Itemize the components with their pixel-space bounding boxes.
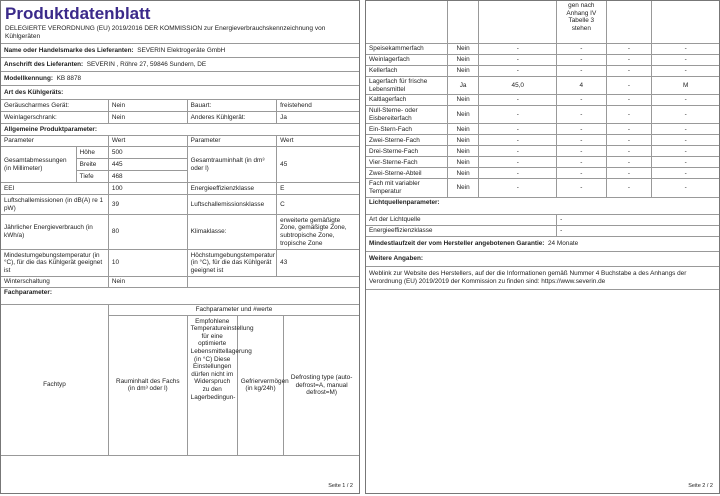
type-value: freistehend — [277, 100, 359, 112]
empty-cell — [447, 1, 479, 44]
compartment-row — [366, 44, 719, 55]
param-value: 10 — [108, 250, 187, 277]
compartment-freeze: - — [606, 55, 652, 66]
compartment-volume: - — [479, 66, 557, 77]
compartment-name: Drei-Sterne-Fach — [366, 146, 447, 157]
param-value: 100 — [108, 183, 187, 195]
compartment-name: Speisekammerfach — [366, 44, 447, 55]
compartment-freeze: - — [606, 66, 652, 77]
compartment-defrost: - — [652, 66, 719, 77]
compartment-freeze: - — [606, 77, 652, 95]
page-title: Produktdatenblatt — [5, 4, 151, 23]
param-label: Luftschallemissionen (in dB(A) re 1 pW) — [1, 195, 108, 215]
compartment-present: Nein — [447, 146, 479, 157]
col-fachtyp: Fachtyp — [1, 315, 108, 456]
supplier-name-label: Name oder Handelsmarke des Lieferanten: — [4, 46, 134, 54]
compartment-temp: - — [557, 66, 606, 77]
type-value: Nein — [108, 100, 187, 112]
compartment-defrost: - — [652, 55, 719, 66]
compartment-volume: - — [479, 157, 557, 168]
compartment-volume: - — [479, 179, 557, 197]
compartment-temp: - — [557, 124, 606, 135]
empty-cell — [366, 1, 447, 44]
compartment-present: Ja — [447, 77, 479, 95]
compartment-defrost: - — [652, 124, 719, 135]
page-number: Seite 1 / 2 — [328, 483, 353, 489]
supplier-address: SEVERIN , Röhre 27, 59846 Sundern, DE — [86, 60, 207, 68]
more-text: Weblink zur Website des Herstellers, auf der die Informationen gemäß Nummer 4 Buchstabe a des Anhangs der Verordnung (EU) 2019/2019 der Kommission zu finden sind: https://www.severin.de — [366, 266, 719, 289]
guarantee-value: 24 Monate — [548, 239, 579, 247]
compartment-row — [366, 106, 719, 124]
type-value: Nein — [108, 112, 187, 124]
compartment-volume: - — [479, 55, 557, 66]
light-type-label: Art der Lichtquelle — [366, 214, 557, 225]
compartment-volume: - — [479, 106, 557, 124]
compartment-name: Fach mit variabler Temperatur — [366, 179, 447, 197]
compartment-present: Nein — [447, 95, 479, 106]
compartment-freeze: - — [606, 95, 652, 106]
compartment-freeze: - — [606, 168, 652, 179]
compartment-row — [366, 157, 719, 168]
compartment-defrost: - — [652, 106, 719, 124]
compartment-name: Zwei-Sterne-Fach — [366, 135, 447, 146]
empty-cell — [479, 1, 557, 44]
compartment-temp: - — [557, 168, 606, 179]
param-label: Mindestumgebungstemperatur (in °C), für die das Kühlgerät geeignet ist — [1, 250, 108, 277]
compartment-name: Vier-Sterne-Fach — [366, 157, 447, 168]
page-number: Seite 2 / 2 — [688, 483, 713, 489]
compartment-defrost: M — [652, 77, 719, 95]
compartment-defrost: - — [652, 157, 719, 168]
compartment-freeze: - — [606, 157, 652, 168]
model-row — [1, 72, 359, 86]
more-header: Weitere Angaben: — [366, 251, 719, 266]
compartment-name: Ein-Stern-Fach — [366, 124, 447, 135]
volume-value: 45 — [277, 147, 359, 183]
param-value: 43 — [277, 250, 359, 277]
type-table — [1, 100, 359, 124]
supplier-name-row — [1, 44, 359, 58]
supplier-address-label: Anschrift des Lieferanten: — [4, 60, 84, 68]
compartment-table — [366, 1, 719, 198]
light-header: Lichtquellenparameter: — [366, 198, 719, 215]
supplier-name: SEVERIN Elektrogeräte GmbH — [137, 46, 226, 54]
col-freeze: Gefriervermögen (in kg/24h) — [237, 315, 284, 456]
empty-cell — [187, 277, 359, 288]
type-label: Bauart: — [187, 100, 277, 112]
compartment-volume: - — [479, 146, 557, 157]
compartment-present: Nein — [447, 55, 479, 66]
param-value: C — [277, 195, 359, 215]
fach-header: Fachparameter: — [1, 288, 359, 305]
compartment-row — [366, 135, 719, 146]
general-table — [1, 136, 359, 305]
empty-cell — [606, 1, 652, 44]
winter-label: Winterschaltung — [1, 277, 108, 288]
compartment-name: Kellerfach — [366, 66, 447, 77]
empty-cell — [1, 305, 108, 315]
page-1 — [0, 0, 360, 494]
col-value: Wert — [108, 136, 187, 147]
regulation-text: DELEGIERTE VERORDNUNG (EU) 2019/2016 DER KOMMISSION zur Energieverbrauchskennzeichnung von Kühlgeräten — [1, 25, 359, 44]
compartment-freeze: - — [606, 44, 652, 55]
type-label: Geräuscharmes Gerät: — [1, 100, 108, 112]
compartment-defrost: - — [652, 168, 719, 179]
compartment-defrost: - — [652, 95, 719, 106]
compartment-volume: - — [479, 135, 557, 146]
supplier-table — [1, 44, 359, 100]
compartment-row — [366, 168, 719, 179]
compartment-name: Zwei-Sterne-Abteil — [366, 168, 447, 179]
col-temp: Empfohlene Temperatureinstellung für eine optimierte Lebensmittellagerung (in °C) Diese Einstellungen dürfen nicht im Widerspruch zu den Lagerbedingun- — [187, 315, 237, 456]
type-label: Weinlagerschrank: — [1, 112, 108, 124]
param-label: Energieeffizienzklasse — [187, 183, 277, 195]
dim-value: 445 — [108, 159, 187, 171]
compartment-volume: - — [479, 95, 557, 106]
param-label: Jährlicher Energieverbrauch (in kWh/a) — [1, 215, 108, 250]
model-id: KB 8878 — [56, 74, 82, 82]
compartment-freeze: - — [606, 106, 652, 124]
param-value: erweiterte gemäßigte Zone, gemäßigte Zone, subtropische Zone, tropische Zone — [277, 215, 359, 250]
compartment-name: Null-Sterne- oder Eisbereiterfach — [366, 106, 447, 124]
compartment-present: Nein — [447, 66, 479, 77]
col-param: Parameter — [187, 136, 277, 147]
light-class-label: Energieeffizienzklasse — [366, 225, 557, 236]
param-label: Höchstumgebungstemperatur (in °C), für die das Kühlgerät geeignet ist — [187, 250, 277, 277]
compartment-row — [366, 55, 719, 66]
compartment-volume: - — [479, 124, 557, 135]
dim-value: 500 — [108, 147, 187, 159]
param-label: Klimaklasse: — [187, 215, 277, 250]
compartment-present: Nein — [447, 179, 479, 197]
header-cont: gen nach Anhang IV Tabelle 3 stehen — [557, 1, 606, 44]
compartment-volume: 45,0 — [479, 77, 557, 95]
compartment-temp: - — [557, 157, 606, 168]
type-header: Art des Kühlgeräts: — [1, 86, 359, 100]
light-class-value: - — [557, 225, 719, 236]
compartment-row — [366, 179, 719, 197]
compartment-defrost: - — [652, 44, 719, 55]
param-value: E — [277, 183, 359, 195]
compartment-present: Nein — [447, 106, 479, 124]
general-header-table — [1, 124, 359, 136]
compartment-row — [366, 146, 719, 157]
compartment-row — [366, 124, 719, 135]
compartment-present: Nein — [447, 44, 479, 55]
page-2 — [365, 0, 720, 494]
compartment-present: Nein — [447, 168, 479, 179]
compartment-temp: - — [557, 44, 606, 55]
light-type-value: - — [557, 214, 719, 225]
winter-value: Nein — [108, 277, 187, 288]
compartment-name: Lagerfach für frische Lebensmittel — [366, 77, 447, 95]
compartment-volume: - — [479, 168, 557, 179]
dims-label: Gesamtabmessungen (in Millimeter) — [1, 147, 76, 183]
compartment-row — [366, 66, 719, 77]
compartment-temp: 4 — [557, 77, 606, 95]
col-value: Wert — [277, 136, 359, 147]
light-table — [366, 198, 719, 290]
compartment-freeze: - — [606, 146, 652, 157]
empty-cell — [652, 1, 719, 44]
dim-label: Tiefe — [76, 171, 108, 183]
col-param: Parameter — [1, 136, 108, 147]
compartment-defrost: - — [652, 135, 719, 146]
compartment-temp: - — [557, 95, 606, 106]
guarantee-row — [366, 236, 719, 251]
fach-table — [1, 305, 359, 456]
compartment-defrost: - — [652, 146, 719, 157]
compartment-present: Nein — [447, 157, 479, 168]
supplier-address-row — [1, 58, 359, 72]
compartment-name: Kaltlagerfach — [366, 95, 447, 106]
type-label: Anderes Kühlgerät: — [187, 112, 277, 124]
col-defrost: Defrosting type (auto-defrost=A, manual defrost=M) — [284, 315, 359, 456]
compartment-temp: - — [557, 106, 606, 124]
dim-value: 468 — [108, 171, 187, 183]
compartment-freeze: - — [606, 179, 652, 197]
param-value: 80 — [108, 215, 187, 250]
compartment-freeze: - — [606, 135, 652, 146]
compartment-rows — [366, 44, 719, 198]
compartment-row — [366, 95, 719, 106]
param-label: EEI — [1, 183, 108, 195]
type-value: Ja — [277, 112, 359, 124]
param-label: Luftschallemissionsklasse — [187, 195, 277, 215]
col-volume: Rauminhalt des Fachs (in dm³ oder l) — [108, 315, 187, 456]
compartment-temp: - — [557, 179, 606, 197]
guarantee-label: Mindestlaufzeit der vom Hersteller angebotenen Garantie: — [369, 239, 545, 247]
compartment-present: Nein — [447, 135, 479, 146]
general-header: Allgemeine Produktparameter: — [1, 124, 359, 136]
compartment-freeze: - — [606, 124, 652, 135]
compartment-name: Weinlagerfach — [366, 55, 447, 66]
compartment-temp: - — [557, 135, 606, 146]
compartment-temp: - — [557, 55, 606, 66]
compartment-volume: - — [479, 44, 557, 55]
volume-label: Gesamtrauminhalt (in dm³ oder l) — [187, 147, 277, 183]
compartment-temp: - — [557, 146, 606, 157]
model-label: Modellkennung: — [4, 74, 53, 82]
compartment-present: Nein — [447, 124, 479, 135]
fach-group: Fachparameter und #werte — [108, 305, 359, 315]
compartment-defrost: - — [652, 179, 719, 197]
dim-label: Höhe — [76, 147, 108, 159]
compartment-row — [366, 77, 719, 95]
dim-label: Breite — [76, 159, 108, 171]
param-value: 39 — [108, 195, 187, 215]
